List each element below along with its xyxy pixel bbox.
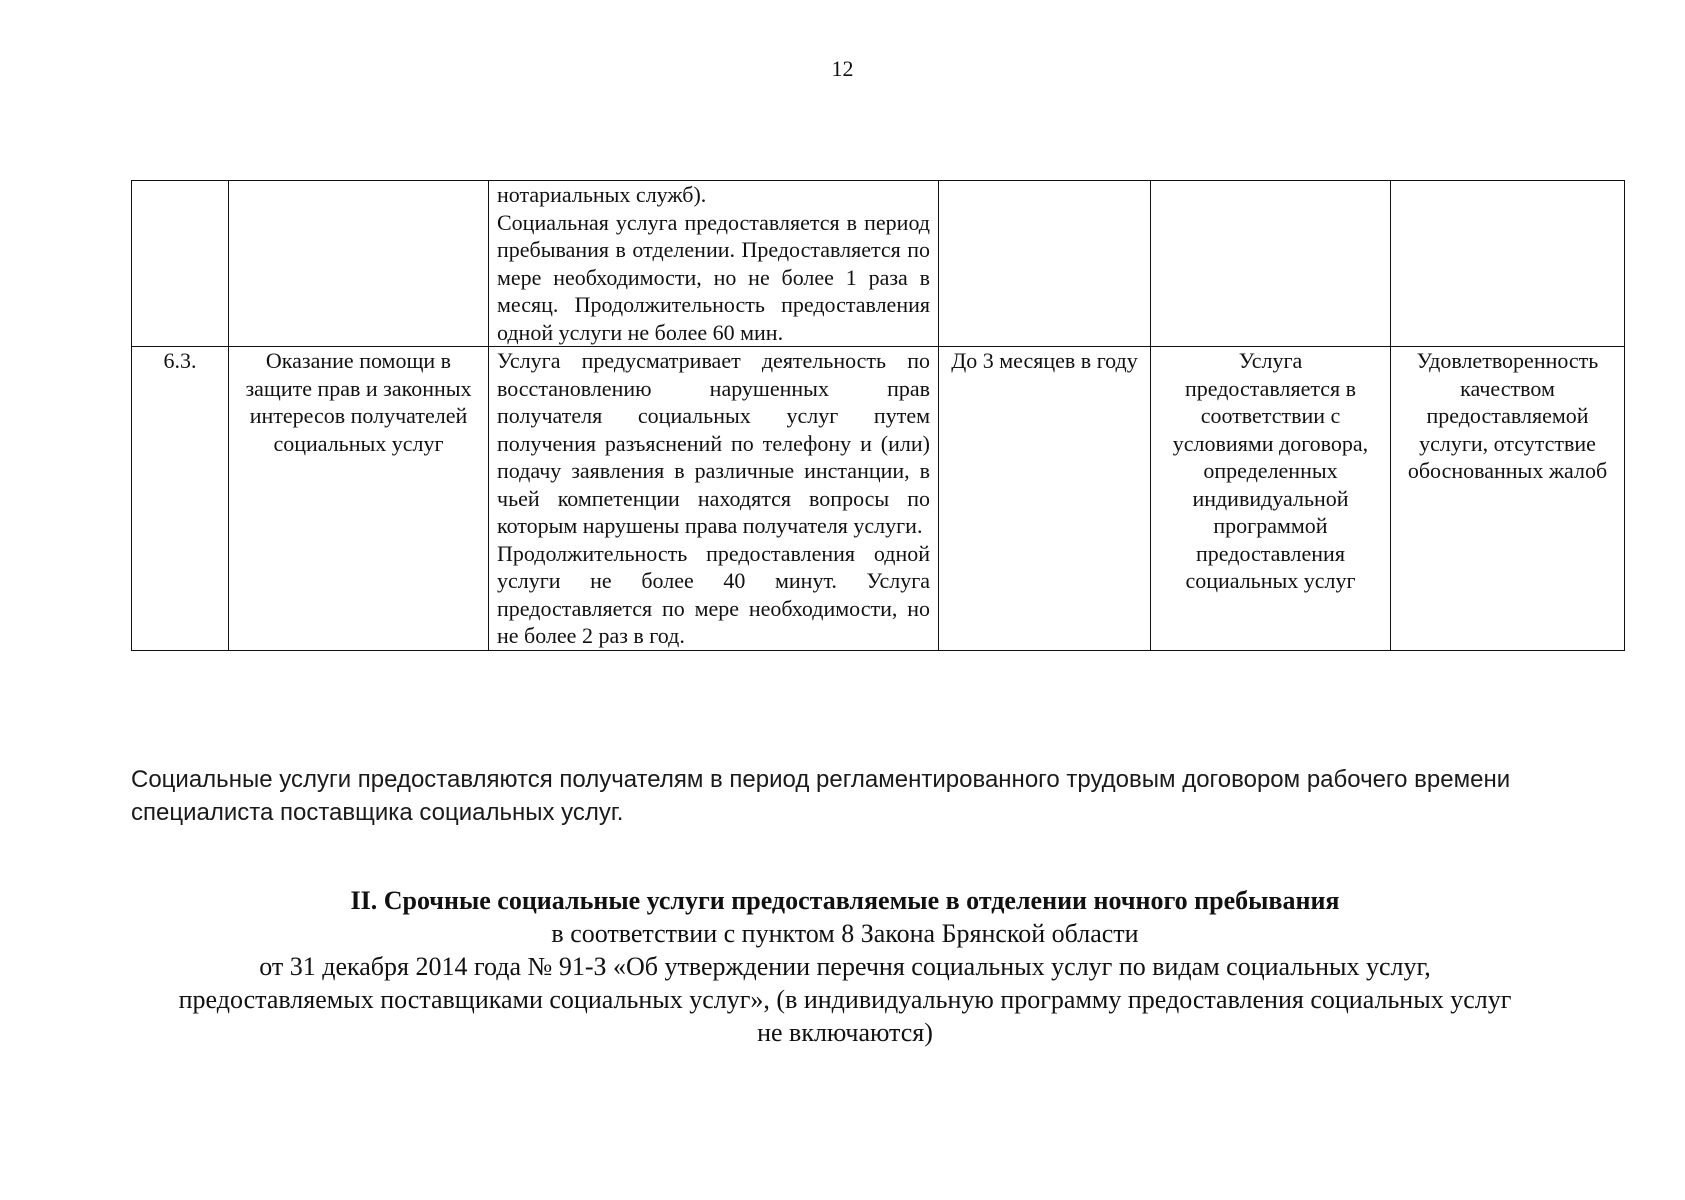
services-table: [131, 180, 1625, 651]
description-text: Продолжительность предоставления одной услуги не более 40 минут. Услуга предоставляется по мере необходимости, но не более 2 раз в год.: [497, 540, 930, 648]
cell-conditions: Услуга предоставляется в соответствии с условиями договора, определенных индивидуальной программой предоставления социальных услуг: [1151, 347, 1391, 651]
description-text: Социальная услуга предоставляется в период пребывания в отделении. Предоставляется по мере необходимости, но не более 1 раза в месяц. Продолжительность предоставления одной услуги не более 60 мин.: [497, 209, 930, 345]
note-paragraph: Социальные услуги предоставляются получателям в период регламентированного трудовым договором рабочего времени специалиста поставщика социальных услуг.: [131, 766, 1511, 826]
cell-number-empty: [132, 181, 229, 347]
section-subtitle-line: не включаются): [757, 1018, 933, 1047]
cell-term: До 3 месяцев в году: [939, 347, 1151, 651]
page-number: 12: [831, 56, 854, 81]
table-row-continued: [132, 181, 1625, 347]
cell-term-empty: [939, 181, 1151, 347]
section-subtitle-line: от 31 декабря 2014 года № 91-З «Об утверждении перечня социальных услуг по видам социальных услуг,: [259, 952, 1431, 981]
cell-service-name: Оказание помощи в защите прав и законных интересов получателей социальных услуг: [229, 347, 489, 651]
section-subtitle-line: в соответствии с пунктом 8 Закона Брянской области: [551, 919, 1139, 948]
cell-description: [489, 347, 939, 651]
section-subtitle-line: предоставляемых поставщиками социальных услуг», (в индивидуальную программу предоставления социальных услуг: [178, 985, 1512, 1014]
cell-quality-empty: [1391, 181, 1625, 347]
table-row-6-3: [132, 347, 1625, 651]
cell-quality: Удовлетворенность качеством предоставляемой услуги, отсутствие обоснованных жалоб: [1391, 347, 1625, 651]
description-text: нотариальных служб).: [497, 182, 707, 207]
section-heading: II. Срочные социальные услуги предоставляемые в отделении ночного пребывания: [350, 886, 1340, 915]
cell-name-empty: [229, 181, 489, 347]
cell-conditions-empty: [1151, 181, 1391, 347]
cell-description-continued: [489, 181, 939, 347]
section-title-block: [60, 884, 1630, 1049]
cell-number: 6.3.: [132, 347, 229, 651]
description-text: Услуга предусматривает деятельность по восстановлению нарушенных прав получателя социальных услуг путем получения разъяснений по телефону и (или) подачу заявления в различные инстанции, в чьей компетенции находятся вопросы по которым нарушены права получателя услуги.: [497, 348, 930, 538]
